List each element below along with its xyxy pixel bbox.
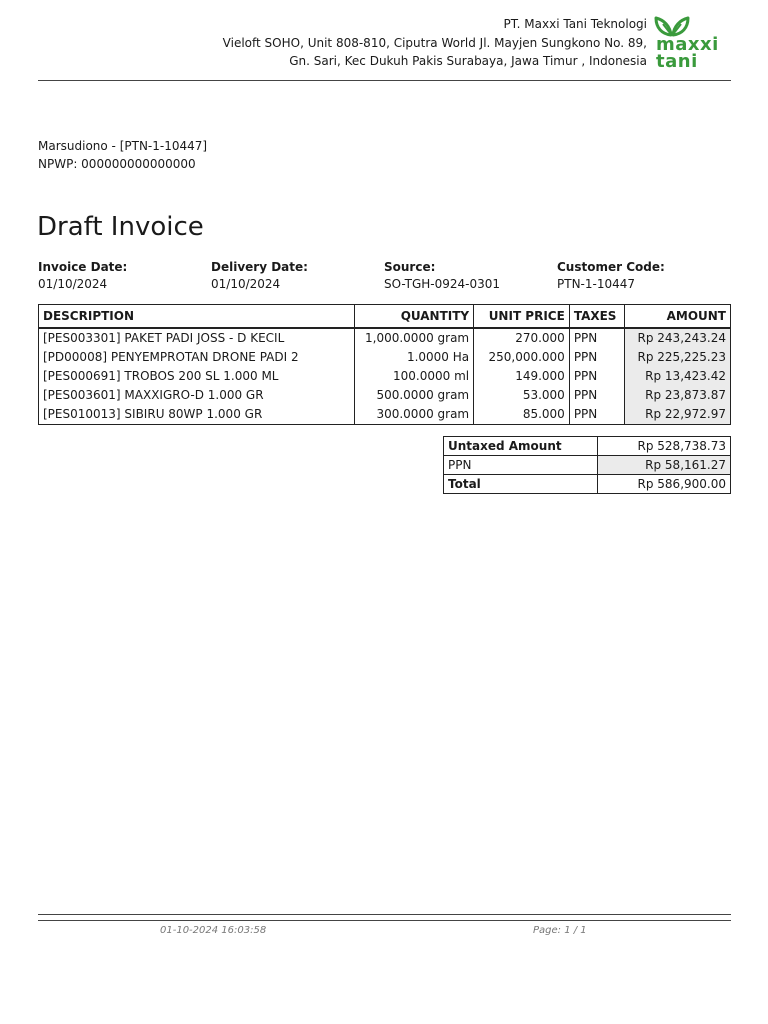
company-address-block — [223, 15, 647, 71]
total-value: Rp 586,900.00 — [598, 475, 731, 494]
column-header-quantity: QUANTITY — [355, 305, 474, 329]
totals-table — [443, 436, 731, 494]
logo-word-tani: tani — [656, 51, 698, 72]
cell-description: [PES010013] SIBIRU 80WP 1.000 GR — [39, 405, 355, 425]
cell-amount: Rp 22,972.97 — [625, 405, 731, 425]
cell-amount: Rp 225,225.23 — [625, 348, 731, 367]
document-title: Draft Invoice — [37, 212, 204, 242]
company-name: PT. Maxxi Tani Teknologi — [503, 17, 647, 31]
cell-taxes: PPN — [569, 328, 624, 348]
info-customer-code — [557, 259, 665, 293]
total-label: Total — [444, 475, 598, 494]
logo-word-maxxi: maxxi — [656, 34, 719, 55]
cell-amount: Rp 243,243.24 — [625, 328, 731, 348]
tax-label: PPN — [444, 456, 598, 475]
untaxed-amount-label: Untaxed Amount — [444, 437, 598, 456]
column-header-description: DESCRIPTION — [39, 305, 355, 329]
cell-description: [PES003601] MAXXIGRO-D 1.000 GR — [39, 386, 355, 405]
table-header-row — [39, 305, 731, 329]
cell-quantity: 300.0000 gram — [355, 405, 474, 425]
cell-quantity: 100.0000 ml — [355, 367, 474, 386]
invoice-lines-table — [38, 304, 731, 425]
company-address-line2: Gn. Sari, Kec Dukuh Pakis Surabaya, Jawa Timur , Indonesia — [289, 54, 647, 68]
cell-unit-price: 250,000.000 — [474, 348, 570, 367]
footer-divider-top — [38, 914, 731, 915]
table-row — [39, 348, 731, 367]
info-value: 01/10/2024 — [211, 277, 281, 291]
cell-quantity: 1,000.0000 gram — [355, 328, 474, 348]
info-label: Source: — [384, 260, 436, 274]
invoice-info-row — [38, 259, 731, 295]
info-label: Customer Code: — [557, 260, 665, 274]
cell-quantity: 500.0000 gram — [355, 386, 474, 405]
header-divider — [38, 80, 731, 81]
table-row — [39, 386, 731, 405]
customer-npwp: NPWP: 000000000000000 — [38, 157, 196, 171]
cell-unit-price: 270.000 — [474, 328, 570, 348]
column-header-unit-price: UNIT PRICE — [474, 305, 570, 329]
info-value: PTN-1-10447 — [557, 277, 636, 291]
column-header-taxes: TAXES — [569, 305, 624, 329]
cell-quantity: 1.0000 Ha — [355, 348, 474, 367]
cell-amount: Rp 23,873.87 — [625, 386, 731, 405]
cell-amount: Rp 13,423.42 — [625, 367, 731, 386]
table-row — [39, 367, 731, 386]
cell-description: [PD00008] PENYEMPROTAN DRONE PADI 2 — [39, 348, 355, 367]
customer-name: Marsudiono - [PTN-1-10447] — [38, 139, 208, 153]
info-value: SO-TGH-0924-0301 — [384, 277, 501, 291]
cell-unit-price: 53.000 — [474, 386, 570, 405]
footer-divider-bottom — [38, 920, 731, 921]
table-row — [39, 405, 731, 425]
totals-row-tax — [444, 456, 731, 475]
cell-description: [PES003301] PAKET PADI JOSS - D KECIL — [39, 328, 355, 348]
table-row — [39, 328, 731, 348]
info-label: Delivery Date: — [211, 260, 308, 274]
cell-description: [PES000691] TROBOS 200 SL 1.000 ML — [39, 367, 355, 386]
cell-taxes: PPN — [569, 367, 624, 386]
column-header-amount: AMOUNT — [625, 305, 731, 329]
untaxed-amount-value: Rp 528,738.73 — [598, 437, 731, 456]
cell-taxes: PPN — [569, 386, 624, 405]
footer-page-number: Page: 1 / 1 — [533, 925, 587, 936]
footer-timestamp: 01-10-2024 16:03:58 — [160, 925, 267, 936]
company-logo — [654, 14, 734, 72]
cell-taxes: PPN — [569, 348, 624, 367]
company-address-line1: Vieloft SOHO, Unit 808-810, Ciputra World Jl. Mayjen Sungkono No. 89, — [222, 35, 647, 50]
info-delivery-date — [211, 259, 308, 293]
info-value: 01/10/2024 — [38, 277, 108, 291]
cell-taxes: PPN — [569, 405, 624, 425]
totals-row-total — [444, 475, 731, 494]
cell-unit-price: 85.000 — [474, 405, 570, 425]
info-invoice-date — [38, 259, 127, 293]
info-label: Invoice Date: — [38, 260, 128, 274]
info-source — [384, 259, 500, 293]
cell-unit-price: 149.000 — [474, 367, 570, 386]
tax-value: Rp 58,161.27 — [598, 456, 731, 475]
customer-block — [38, 137, 207, 173]
totals-row-untaxed — [444, 437, 731, 456]
